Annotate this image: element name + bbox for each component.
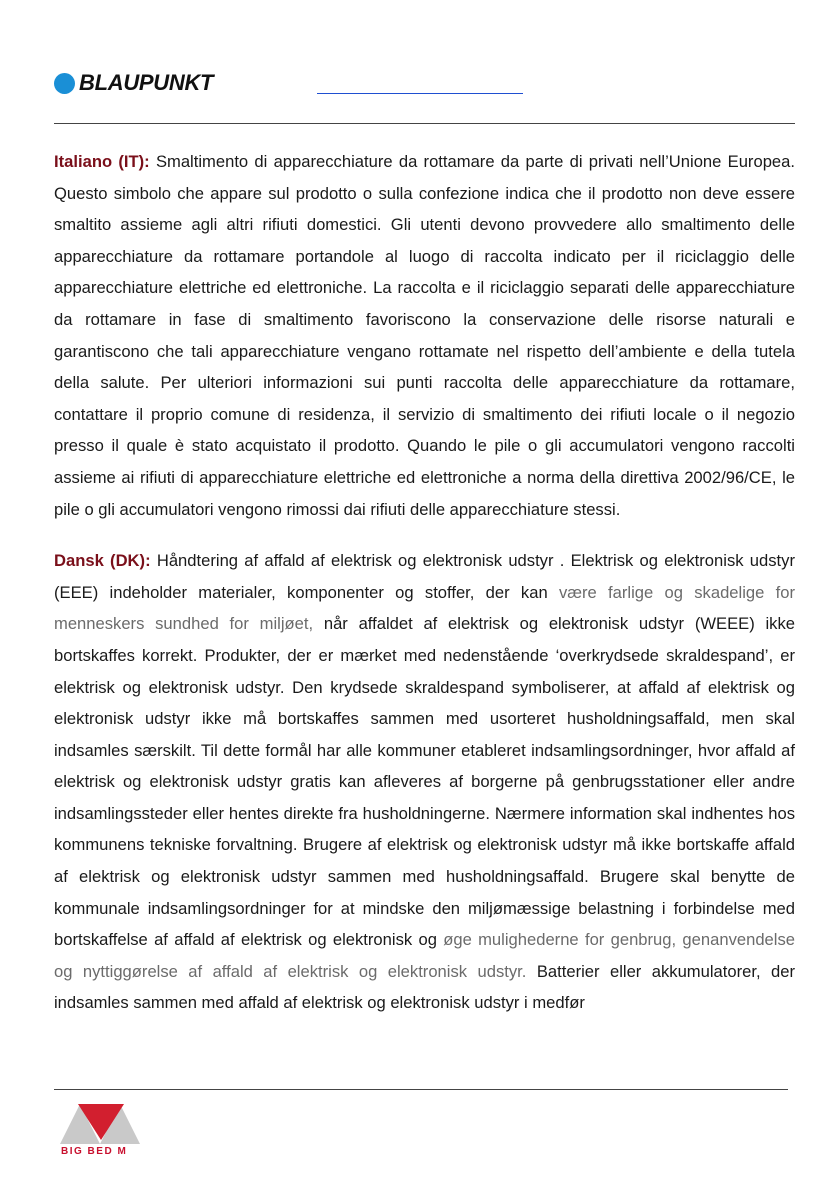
language-label: Dansk (DK):	[54, 551, 151, 571]
footer-logo-text: BIG BED M	[61, 1146, 128, 1157]
header-divider	[54, 123, 795, 124]
paragraph-text: når affaldet af elektrisk og elektronisk udstyr (WEEE) ikke bortskaffes korrekt. Produkter, der er mærket med nedenstående ‘overkrydsede skraldespand’, er elektrisk og elektronisk udstyr. Den krydsede skraldespand symboliserer, at affald af elektrisk og elektronisk udstyr ikke må bortskaffes sammen med usorteret husholdningsaffald, men skal indsamles særskilt. Til dette formål har alle kommuner etableret indsamlingsordninger, hvor affald af elektrisk og elektronisk udstyr gratis kan afleveres af borgerne på genbrugsstationer eller andre indsamlingssteder eller hentes direkte fra husholdningerne. Nærmere information skal indhentes hos kommunens tekniske forvaltning. Brugere af elektrisk og elektronisk udstyr må ikke bortskaffe affald af elektrisk og elektronisk udstyr sammen med husholdningsaffald. Brugere skal benytte de kommunale indsamlingsordninger for at mindske den miljømæssige belastning i forbindelse med bortskaffelse af affald af elektrisk og elektronisk og	[54, 614, 795, 950]
footer-divider	[54, 1089, 788, 1090]
paragraph-text-grey: øge mulighederne for genbrug, genanvendelse og nyttiggørelse af affald af elektrisk og elektronisk udstyr.	[54, 930, 795, 981]
paragraph-text: Smaltimento di apparecchiature da rottamare da parte di privati nell’Unione Europea. Questo simbolo che appare sul prodotto o sulla confezione indica che il prodotto non deve essere smaltito assieme agli altri rifiuti domestici. Gli utenti devono provvedere allo smaltimento delle apparecchiature da rottamare portandole al luogo di raccolta indicato per il riciclaggio delle apparecchiature elettriche ed elettroniche. La raccolta e il riciclaggio separati delle apparecchiature da rottamare in fase di smaltimento favoriscono la conservazione delle risorse naturali e garantiscono che tali apparecchiature vengano rottamate nel rispetto dell’ambiente e della tutela della salute. Per ulteriori informazioni sui punti raccolta delle apparecchiature da rottamare, contattare il proprio comune di residenza, il servizio di smaltimento dei rifiuti locale o il negozio presso il quale è stato acquistato il prodotto. Quando le pile o gli accumulatori vengono raccolti assieme ai rifiuti di apparecchiature elettriche ed elettroniche a norma della direttiva 2002/96/CE, le pile o gli accumulatori vengono rimossi dai rifiuti delle apparecchiature stessi.	[54, 152, 795, 519]
paragraph-text-grey: være farlige og skadelige for menneskers sundhed for miljøet,	[54, 582, 795, 634]
language-label: Italiano (IT):	[54, 152, 150, 171]
header-link-underline	[317, 93, 523, 94]
page-header	[0, 0, 839, 124]
blaupunkt-dot-icon	[54, 73, 75, 94]
brand-name: BLAUPUNKT	[79, 70, 214, 95]
document-body	[54, 146, 795, 1019]
paragraph-dansk	[54, 545, 795, 1019]
paragraph-italiano	[54, 146, 795, 525]
blaupunkt-logo	[54, 70, 213, 96]
paragraph-text: Håndtering af affald af elektrisk og elektronisk udstyr . Elektrisk og elektronisk udstyr (EEE) indeholder materialer, komponenter og stoffer, der kan	[54, 551, 795, 602]
paragraph-text: Batterier eller akkumulatorer, der indsamles sammen med affald af elektrisk og elektronisk udstyr i medfør	[54, 961, 795, 1013]
